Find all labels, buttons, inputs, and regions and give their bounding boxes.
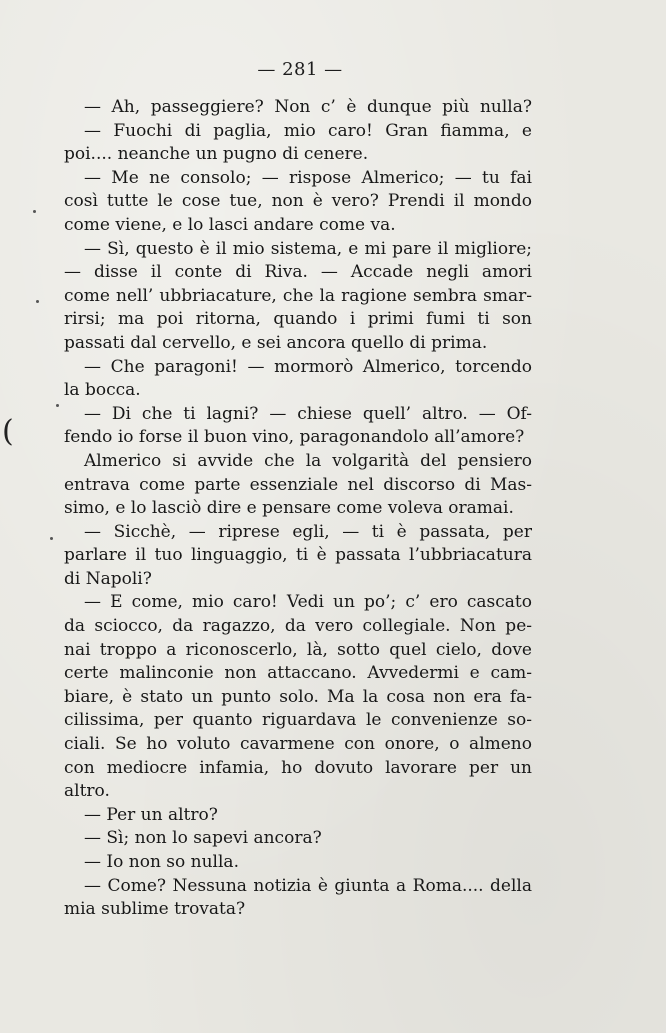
text-line: come nell’ ubbriacature, che la ragione sembra smar- — [64, 285, 532, 306]
text-line: simo, e lo lasciò dire e pensare come voleva oramai. — [64, 498, 514, 519]
body-text — [64, 96, 532, 922]
text-line: ciali. Se ho voluto cavarmene con onore, o almeno — [64, 734, 532, 755]
text-line: — Ah, passeggiere? Non c’ è dunque più nulla? — [84, 97, 532, 117]
text-line: — Sì, questo è il mio sistema, e mi pare il migliore; — [84, 238, 532, 259]
text-line: — Io non so nulla. — [84, 852, 239, 872]
margin-dot-mark — [50, 537, 53, 540]
text-line: biare, è stato un punto solo. Ma la cosa non era fa- — [64, 686, 532, 707]
margin-dot-mark — [36, 300, 39, 303]
text-line: — Me ne consolo; — rispose Almerico; — tu fai — [84, 167, 532, 188]
text-line: certe malinconie non attaccano. Avvedermi e cam- — [64, 663, 532, 684]
text-line: passati dal cervello, e sei ancora quello di prima. — [64, 332, 488, 353]
text-line: cilissima, per quanto riguardava le convenienze so- — [64, 710, 532, 731]
text-line: — Per un altro? — [84, 804, 218, 825]
text-line: — E come, mio caro! Vedi un po’; c’ ero cascato — [84, 592, 532, 613]
text-line: la bocca. — [64, 380, 141, 401]
text-line: — Di che ti lagni? — chiese quell’ altro. — Of- — [84, 403, 532, 424]
text-line: mia sublime trovata? — [64, 899, 246, 920]
text-line: Almerico si avvide che la volgarità del pensiero — [84, 450, 532, 471]
margin-dot-mark — [33, 210, 36, 213]
text-line: — disse il conte di Riva. — Accade negli amori — [64, 262, 532, 283]
margin-bracket-mark: ( — [2, 414, 14, 449]
text-line: parlare il tuo linguaggio, ti è passata l’ubbriacatura — [64, 545, 532, 566]
text-line: — Fuochi di paglia, mio caro! Gran fiamma, e — [84, 120, 532, 141]
text-line: rirsi; ma poi ritorna, quando i primi fumi ti son — [64, 309, 532, 330]
text-line: fendo io forse il buon vino, paragonandolo all’amore? — [64, 427, 525, 448]
text-line: — Che paragoni! — mormorò Almerico, torcendo — [84, 356, 532, 377]
page-number: — 281 — — [257, 59, 343, 80]
text-line: — Sì; non lo sapevi ancora? — [84, 828, 322, 849]
text-line: come viene, e lo lasci andare come va. — [64, 214, 396, 235]
text-line: — Come? Nessuna notizia è giunta a Roma.... della — [84, 875, 532, 896]
margin-dot-mark — [56, 404, 59, 407]
text-line: poi.... neanche un pugno di cenere. — [64, 144, 369, 165]
text-line: così tutte le cose tue, non è vero? Prendi il mondo — [64, 191, 532, 212]
text-line: entrava come parte essenziale nel discorso di Mas- — [64, 474, 532, 495]
text-line: di Napoli? — [64, 568, 152, 589]
text-line: — Sicchè, — riprese egli, — ti è passata, per — [84, 521, 532, 542]
text-line: altro. — [64, 781, 110, 802]
text-line: da sciocco, da ragazzo, da vero collegiale. Non pe- — [64, 616, 532, 637]
text-line: nai troppo a riconoscerlo, là, sotto quel cielo, dove — [64, 639, 532, 660]
text-line: con mediocre infamia, ho dovuto lavorare per un — [64, 757, 532, 778]
